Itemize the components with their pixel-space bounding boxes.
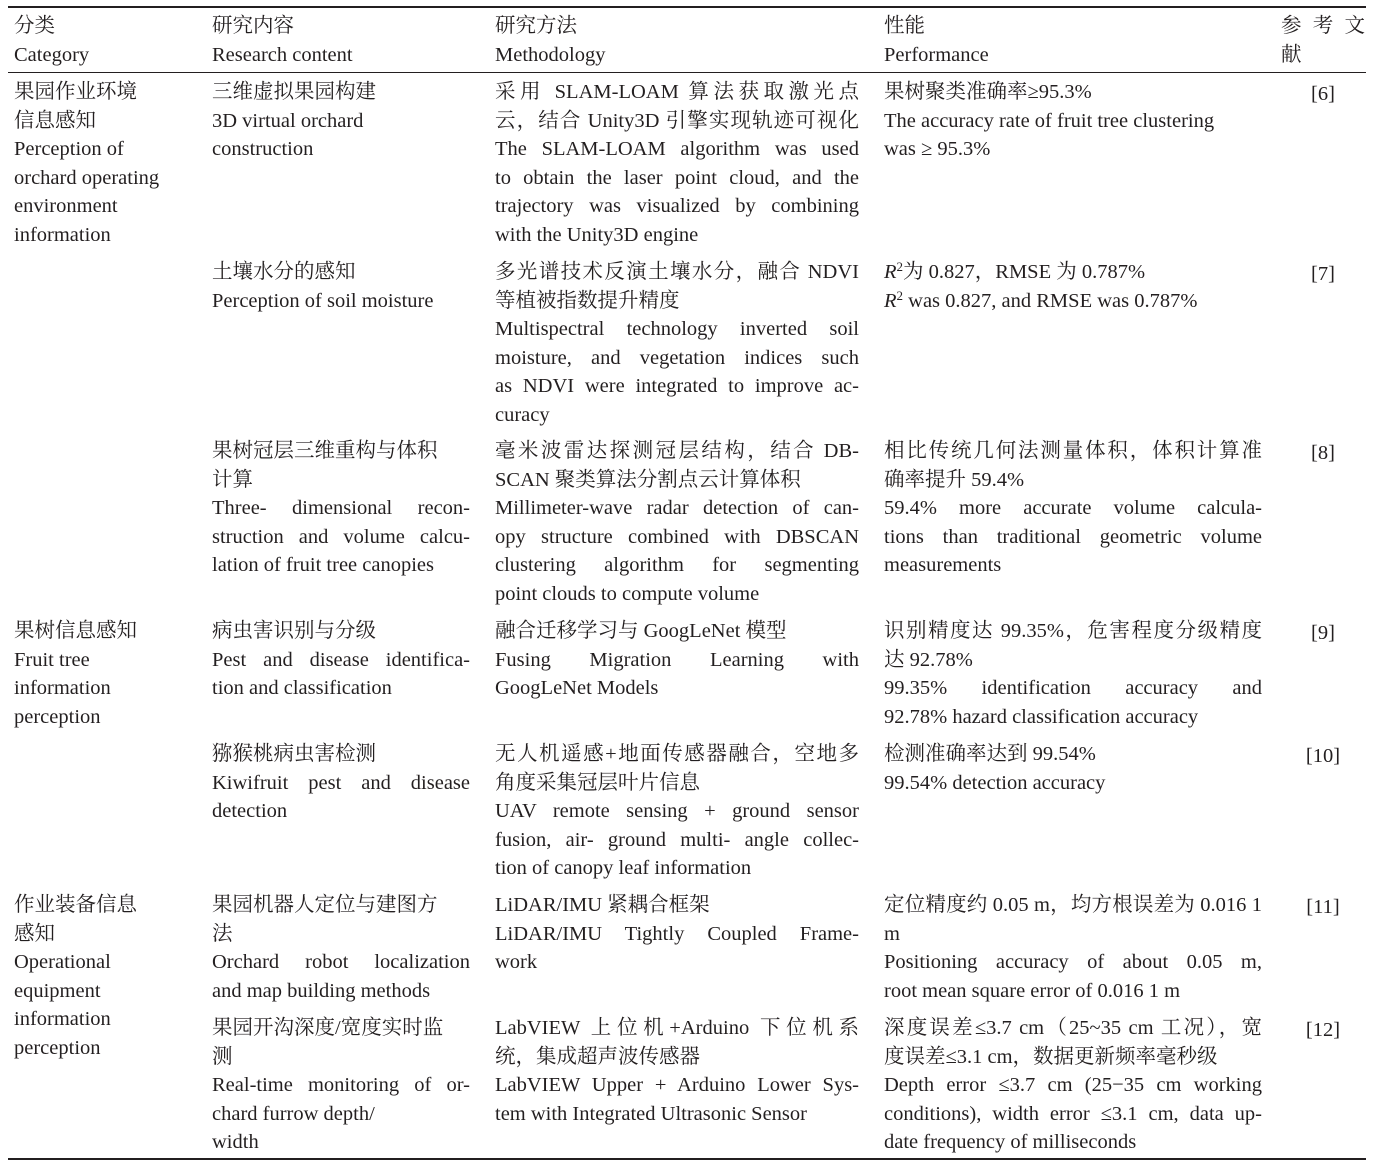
methodology-cell: 融合迁移学习与 GoogLeNet 模型 Fusing Migration Learning with GoogLeNet Models (495, 620, 859, 700)
methodology-cell: 采用 SLAM-LOAM 算法获取激光点 云，结合 Unity3D 引擎实现轨迹可视化 The SLAM-LOAM algorithm was used to obtain the laser point cloud, and the trajectory was visualized by combining with the Unity3D engine (495, 81, 859, 246)
reference-cell: [11] (1306, 896, 1340, 918)
performance-cell: 果树聚类准确率≥95.3% The accuracy rate of fruit tree clustering was ≥ 95.3% (884, 81, 1215, 161)
research-content-cell: 果园机器人定位与建图方 法 Orchard robot localization and map building methods (212, 894, 470, 1002)
header-performance: 性能 Performance (884, 15, 989, 66)
reference-cell: [6] (1311, 83, 1335, 105)
research-content-cell: 猕猴桃病虫害检测 Kiwifruit pest and disease detection (212, 743, 470, 823)
performance-cell: 相比传统几何法测量体积，体积计算准 确率提升 59.4% 59.4% more accurate volume calcula- tions than traditional geometric volume measurements (884, 440, 1262, 577)
category-operational-equipment: 作业装备信息 感知 Operational equipment information perception (14, 894, 137, 1059)
reference-cell: [7] (1311, 263, 1335, 285)
research-content-cell: 三维虚拟果园构建 3D virtual orchard construction (212, 81, 376, 161)
bottom-rule (8, 1158, 1366, 1160)
research-content-cell: 土壤水分的感知 Perception of soil moisture (212, 261, 434, 312)
research-content-cell: 病虫害识别与分级 Pest and disease identifica- tion and classification (212, 620, 470, 700)
header-research-content: 研究内容 Research content (212, 15, 353, 66)
top-rule (8, 6, 1366, 8)
methodology-cell: 毫米波雷达探测冠层结构，结合 DB- SCAN 聚类算法分割点云计算体积 Millimeter-wave radar detection of can- opy structure combined with DBSCAN clustering algorithm for segmenting point clouds to compute volume (495, 440, 859, 605)
performance-cell: 识别精度达 99.35%，危害程度分级精度 达 92.78% 99.35% identification accuracy and 92.78% hazard classification accuracy (884, 620, 1262, 728)
reference-cell: [9] (1311, 622, 1335, 644)
header-methodology: 研究方法 Methodology (495, 15, 606, 66)
header-rule (8, 72, 1366, 73)
category-orchard-environment: 果园作业环境 信息感知 Perception of orchard operating environment information (14, 81, 160, 246)
performance-cell: $R^2$为 0.827，RMSE 为 0.787% $R^2$ was 0.827, and RMSE was 0.787% (884, 259, 1198, 312)
reference-cell: [10] (1305, 745, 1341, 767)
reference-cell: [8] (1311, 442, 1335, 464)
methodology-cell: 多光谱技术反演土壤水分，融合 NDVI 等植被指数提升精度 Multispectral technology inverted soil moisture, and vegetation indices such as NDVI were integrated to improve ac- curacy (495, 261, 859, 426)
header-references: 参 考 文 献 (1281, 15, 1365, 66)
category-fruit-tree: 果树信息感知 Fruit tree information perception (14, 620, 137, 728)
performance-cell: 深度误差≤3.7 cm（25~35 cm 工况），宽 度误差≤3.1 cm，数据更新频率毫秒级 Depth error ≤3.7 cm (25−35 cm working conditions), width error ≤3.1 cm, data up- date frequency of milliseconds (884, 1017, 1262, 1154)
header-category: 分类 Category (14, 15, 90, 66)
methodology-cell: 无人机遥感+地面传感器融合，空地多 角度采集冠层叶片信息 UAV remote sensing + ground sensor fusion, air- ground multi- angle collec- tion of canopy leaf information (495, 743, 859, 880)
research-content-cell: 果树冠层三维重构与体积 计算 Three- dimensional recon- struction and volume calcu- lation of fruit tree canopies (212, 440, 470, 577)
methodology-cell: LabVIEW 上位机+Arduino 下位机系 统，集成超声波传感器 LabVIEW Upper + Arduino Lower Sys- tem with Integrated Ultrasonic Sensor (495, 1017, 859, 1125)
performance-cell: 检测准确率达到 99.54% 99.54% detection accuracy (884, 743, 1106, 794)
performance-cell: 定位精度约 0.05 m，均方根误差为 0.016 1 m Positioning accuracy of about 0.05 m, root mean square error of 0.016 1 m (884, 894, 1262, 1002)
research-content-cell: 果园开沟深度/宽度实时监 测 Real-time monitoring of or- chard furrow depth/ width (212, 1017, 470, 1154)
reference-cell: [12] (1305, 1019, 1341, 1041)
methodology-cell: LiDAR/IMU 紧耦合框架 LiDAR/IMU Tightly Coupled Frame- work (495, 894, 859, 974)
